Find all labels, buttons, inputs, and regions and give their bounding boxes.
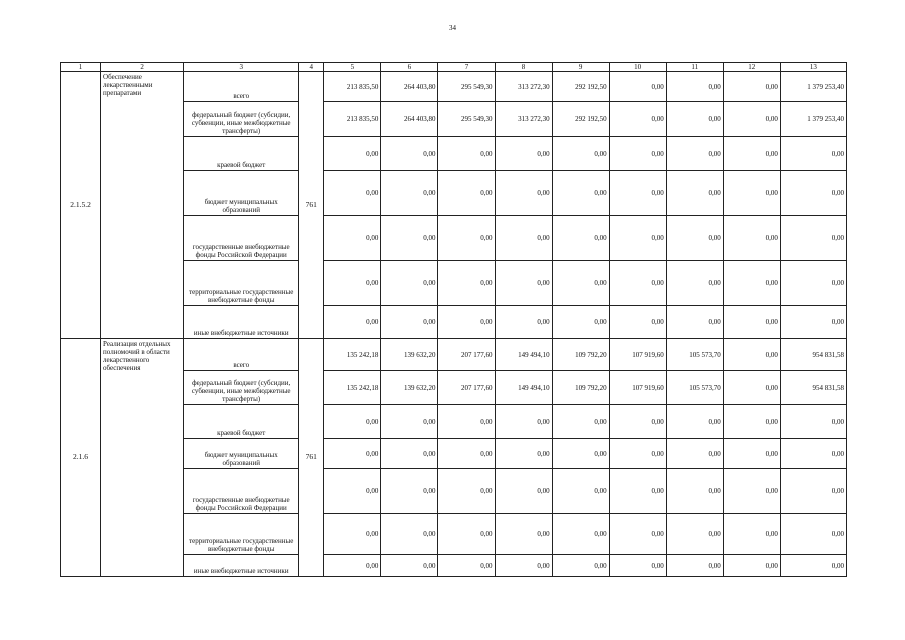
amount-cell: 207 177,60: [438, 339, 495, 371]
header-cell: 12: [723, 63, 780, 72]
amount-cell: 0,00: [723, 261, 780, 306]
amount-cell: 0,00: [552, 306, 609, 339]
amount-cell: 0,00: [495, 514, 552, 555]
amount-cell: 0,00: [666, 137, 723, 171]
funding-source: государственные внебюджетные фонды Российской Федерации: [184, 469, 299, 514]
amount-cell: 0,00: [381, 514, 438, 555]
amount-cell: 0,00: [780, 261, 846, 306]
section-code: 2.1.5.2: [61, 72, 101, 339]
amount-cell: 0,00: [552, 514, 609, 555]
amount-cell: 0,00: [324, 137, 381, 171]
amount-cell: 0,00: [381, 137, 438, 171]
amount-cell: 292 192,50: [552, 72, 609, 102]
amount-cell: 0,00: [666, 102, 723, 137]
amount-cell: 0,00: [438, 405, 495, 439]
amount-cell: 0,00: [723, 72, 780, 102]
funding-source: государственные внебюджетные фонды Российской Федерации: [184, 216, 299, 261]
amount-cell: 0,00: [723, 555, 780, 577]
amount-cell: 0,00: [609, 102, 666, 137]
amount-cell: 0,00: [552, 171, 609, 216]
header-cell: 8: [495, 63, 552, 72]
amount-cell: 1 379 253,40: [780, 102, 846, 137]
header-cell: 4: [299, 63, 324, 72]
amount-cell: 0,00: [723, 216, 780, 261]
amount-cell: 0,00: [723, 339, 780, 371]
table-row: [61, 339, 847, 371]
amount-cell: 0,00: [381, 216, 438, 261]
amount-cell: 0,00: [723, 102, 780, 137]
funding-source: всего: [184, 339, 299, 371]
amount-cell: 105 573,70: [666, 371, 723, 405]
amount-cell: 0,00: [780, 439, 846, 469]
amount-cell: 0,00: [609, 405, 666, 439]
amount-cell: 0,00: [438, 216, 495, 261]
funding-source: всего: [184, 72, 299, 102]
amount-cell: 105 573,70: [666, 339, 723, 371]
amount-cell: 0,00: [438, 306, 495, 339]
amount-cell: 295 549,30: [438, 72, 495, 102]
amount-cell: 0,00: [495, 405, 552, 439]
section-code: 2.1.6: [61, 339, 101, 577]
amount-cell: 0,00: [666, 171, 723, 216]
amount-cell: 0,00: [723, 439, 780, 469]
amount-cell: 0,00: [438, 555, 495, 577]
amount-cell: 0,00: [438, 171, 495, 216]
header-cell: 9: [552, 63, 609, 72]
amount-cell: 0,00: [609, 306, 666, 339]
amount-cell: 954 831,58: [780, 371, 846, 405]
amount-cell: 0,00: [552, 555, 609, 577]
amount-cell: 0,00: [324, 514, 381, 555]
amount-cell: 0,00: [438, 514, 495, 555]
amount-cell: 0,00: [552, 137, 609, 171]
amount-cell: 0,00: [381, 439, 438, 469]
section-kbk: 761: [299, 339, 324, 577]
amount-cell: 0,00: [324, 306, 381, 339]
amount-cell: 0,00: [495, 171, 552, 216]
amount-cell: 0,00: [780, 514, 846, 555]
amount-cell: 295 549,30: [438, 102, 495, 137]
funding-source: территориальные государственные внебюджетные фонды: [184, 261, 299, 306]
amount-cell: 0,00: [780, 469, 846, 514]
header-cell: 7: [438, 63, 495, 72]
amount-cell: 135 242,18: [324, 371, 381, 405]
amount-cell: 149 494,10: [495, 339, 552, 371]
section-name: Обеспечение лекарственными препаратами: [101, 72, 184, 339]
amount-cell: 0,00: [324, 405, 381, 439]
amount-cell: 0,00: [609, 469, 666, 514]
amount-cell: 0,00: [381, 469, 438, 514]
amount-cell: 0,00: [609, 261, 666, 306]
page-number: 34: [449, 24, 456, 32]
amount-cell: 313 272,30: [495, 102, 552, 137]
header-cell: 2: [101, 63, 184, 72]
header-cell: 3: [184, 63, 299, 72]
amount-cell: 0,00: [780, 405, 846, 439]
amount-cell: 0,00: [609, 439, 666, 469]
funding-source: федеральный бюджет (субсидии, субвенции, иные межбюджетные трансферты): [184, 371, 299, 405]
amount-cell: 0,00: [609, 137, 666, 171]
amount-cell: 139 632,20: [381, 339, 438, 371]
amount-cell: 0,00: [324, 261, 381, 306]
header-cell: 1: [61, 63, 101, 72]
amount-cell: 264 403,80: [381, 72, 438, 102]
amount-cell: 0,00: [324, 469, 381, 514]
amount-cell: 0,00: [666, 405, 723, 439]
header-row: [61, 63, 847, 72]
amount-cell: 0,00: [324, 439, 381, 469]
header-cell: 6: [381, 63, 438, 72]
header-cell: 10: [609, 63, 666, 72]
amount-cell: 0,00: [609, 72, 666, 102]
funding-source: иные внебюджетные источники: [184, 555, 299, 577]
amount-cell: 0,00: [609, 216, 666, 261]
funding-source: иные внебюджетные источники: [184, 306, 299, 339]
amount-cell: 0,00: [438, 261, 495, 306]
amount-cell: 0,00: [723, 371, 780, 405]
amount-cell: 0,00: [324, 171, 381, 216]
amount-cell: 0,00: [780, 216, 846, 261]
amount-cell: 0,00: [666, 514, 723, 555]
amount-cell: 0,00: [666, 306, 723, 339]
amount-cell: 0,00: [324, 555, 381, 577]
amount-cell: 0,00: [666, 469, 723, 514]
funding-source: бюджет муниципальных образований: [184, 171, 299, 216]
amount-cell: 0,00: [609, 514, 666, 555]
amount-cell: 1 379 253,40: [780, 72, 846, 102]
amount-cell: 0,00: [780, 555, 846, 577]
amount-cell: 0,00: [723, 171, 780, 216]
amount-cell: 0,00: [666, 555, 723, 577]
amount-cell: 135 242,18: [324, 339, 381, 371]
header-cell: 13: [780, 63, 846, 72]
amount-cell: 0,00: [438, 469, 495, 514]
amount-cell: 0,00: [324, 216, 381, 261]
amount-cell: 0,00: [780, 306, 846, 339]
funding-source: территориальные государственные внебюджетные фонды: [184, 514, 299, 555]
amount-cell: 0,00: [666, 261, 723, 306]
amount-cell: 0,00: [552, 405, 609, 439]
amount-cell: 207 177,60: [438, 371, 495, 405]
funding-source: краевой бюджет: [184, 405, 299, 439]
amount-cell: 0,00: [723, 137, 780, 171]
amount-cell: 109 792,20: [552, 371, 609, 405]
amount-cell: 107 919,60: [609, 339, 666, 371]
amount-cell: 0,00: [609, 171, 666, 216]
amount-cell: 0,00: [438, 439, 495, 469]
amount-cell: 0,00: [495, 306, 552, 339]
budget-table: [60, 62, 847, 577]
amount-cell: 0,00: [381, 405, 438, 439]
amount-cell: 0,00: [495, 137, 552, 171]
amount-cell: 109 792,20: [552, 339, 609, 371]
amount-cell: 0,00: [495, 555, 552, 577]
amount-cell: 139 632,20: [381, 371, 438, 405]
amount-cell: 0,00: [666, 439, 723, 469]
amount-cell: 0,00: [495, 216, 552, 261]
amount-cell: 0,00: [552, 469, 609, 514]
amount-cell: 0,00: [552, 216, 609, 261]
header-cell: 11: [666, 63, 723, 72]
section-name: Реализация отдельных полномочий в области лекарственного обеспечения: [101, 339, 184, 577]
funding-source: бюджет муниципальных образований: [184, 439, 299, 469]
amount-cell: 213 835,50: [324, 102, 381, 137]
amount-cell: 313 272,30: [495, 72, 552, 102]
amount-cell: 0,00: [723, 469, 780, 514]
amount-cell: 0,00: [552, 261, 609, 306]
amount-cell: 0,00: [495, 261, 552, 306]
amount-cell: 0,00: [381, 306, 438, 339]
funding-source: краевой бюджет: [184, 137, 299, 171]
amount-cell: 149 494,10: [495, 371, 552, 405]
amount-cell: 0,00: [381, 555, 438, 577]
amount-cell: 0,00: [723, 514, 780, 555]
funding-source: федеральный бюджет (субсидии, субвенции, иные межбюджетные трансферты): [184, 102, 299, 137]
amount-cell: 292 192,50: [552, 102, 609, 137]
amount-cell: 0,00: [495, 469, 552, 514]
amount-cell: 0,00: [723, 405, 780, 439]
amount-cell: 0,00: [495, 439, 552, 469]
amount-cell: 0,00: [666, 72, 723, 102]
amount-cell: 0,00: [381, 171, 438, 216]
amount-cell: 0,00: [780, 171, 846, 216]
amount-cell: 0,00: [780, 137, 846, 171]
amount-cell: 0,00: [552, 439, 609, 469]
amount-cell: 213 835,50: [324, 72, 381, 102]
amount-cell: 954 831,58: [780, 339, 846, 371]
amount-cell: 0,00: [666, 216, 723, 261]
table-row: [61, 72, 847, 102]
amount-cell: 107 919,60: [609, 371, 666, 405]
amount-cell: 264 403,80: [381, 102, 438, 137]
amount-cell: 0,00: [609, 555, 666, 577]
amount-cell: 0,00: [381, 261, 438, 306]
section-kbk: 761: [299, 72, 324, 339]
header-cell: 5: [324, 63, 381, 72]
amount-cell: 0,00: [723, 306, 780, 339]
amount-cell: 0,00: [438, 137, 495, 171]
